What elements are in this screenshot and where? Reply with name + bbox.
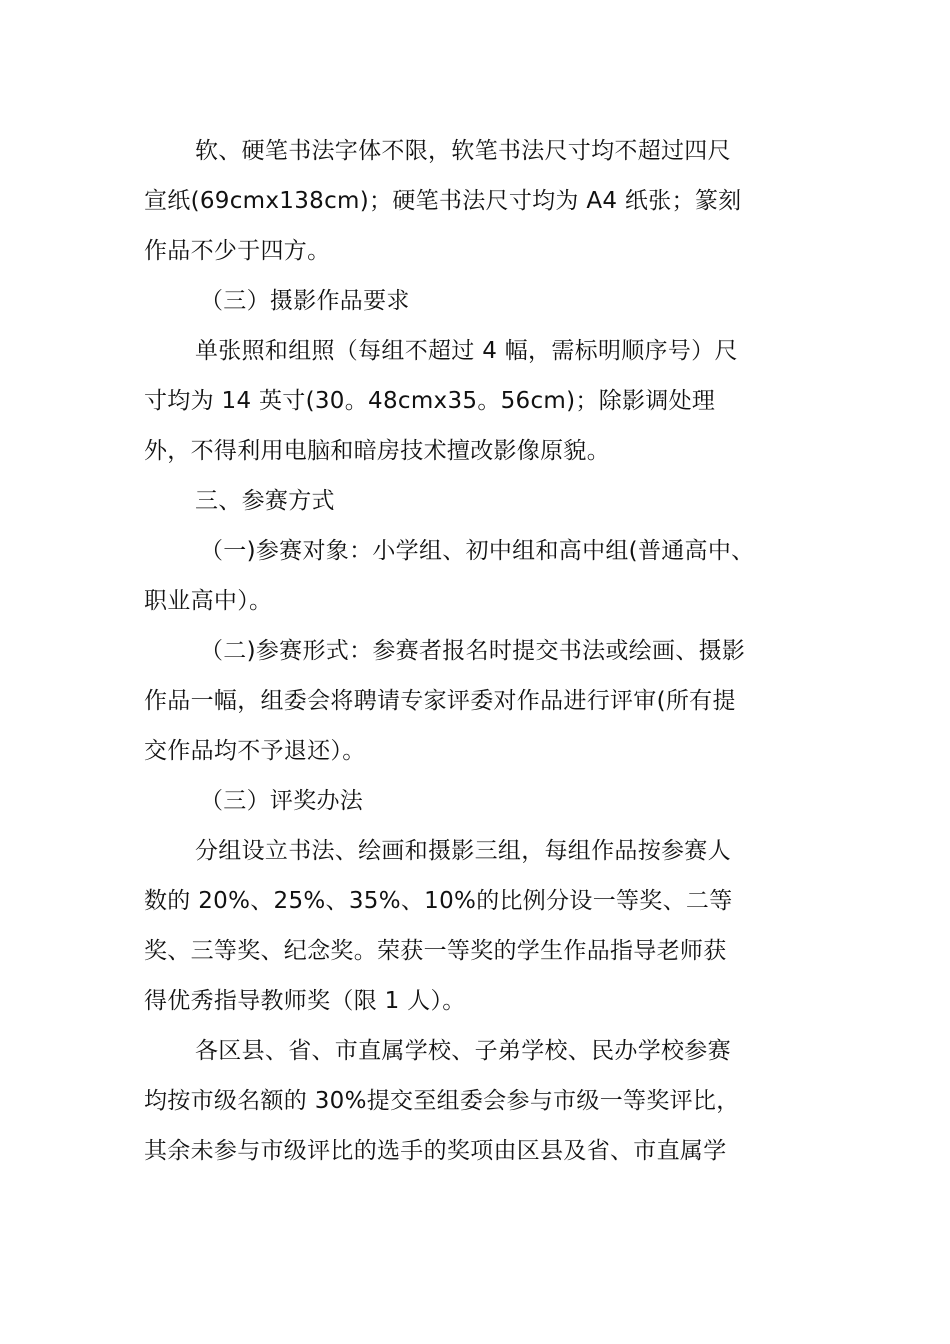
paragraph-line: 外，不得利用电脑和暗房技术擅改影像原貌。 [144,438,610,464]
paragraph-line: （二)参赛形式：参赛者报名时提交书法或绘画、摄影 [200,638,746,664]
paragraph-line: 宣纸(69cmx138cm)；硬笔书法尺寸均为 A4 纸张；篆刻 [144,188,742,214]
paragraph-line: 分组设立书法、绘画和摄影三组，每组作品按参赛人 [195,838,731,864]
paragraph-line: （一)参赛对象：小学组、初中组和高中组(普通高中、 [200,538,755,564]
paragraph-line: 单张照和组照（每组不超过 4 幅，需标明顺序号）尺 [195,338,738,364]
paragraph-line: 软、硬笔书法字体不限，软笔书法尺寸均不超过四尺 [195,138,731,164]
paragraph-line: 得优秀指导教师奖（限 1 人）。 [144,988,466,1014]
paragraph-line: 作品一幅，组委会将聘请专家评委对作品进行评审(所有提 [144,688,736,714]
paragraph-line: 数的 20%、25%、35%、10%的比例分设一等奖、二等 [144,888,733,914]
paragraph-line: 寸均为 14 英寸(30。48cmx35。56cm)；除影调处理 [144,388,716,414]
paragraph-line: 各区县、省、市直属学校、子弟学校、民办学校参赛 [195,1038,731,1064]
paragraph-line: 其余未参与市级评比的选手的奖项由区县及省、市直属学 [144,1138,727,1164]
paragraph-line: 奖、三等奖、纪念奖。荣获一等奖的学生作品指导老师获 [144,938,727,964]
paragraph-line: 交作品均不予退还）。 [144,738,366,764]
section-heading: （三）摄影作品要求 [200,288,410,314]
paragraph-line: 作品不少于四方。 [144,238,331,264]
paragraph-line: 均按市级名额的 30%提交至组委会参与市级一等奖评比， [144,1088,740,1114]
paragraph-line: 职业高中）。 [144,588,273,614]
section-heading: （三）评奖办法 [200,788,364,814]
section-heading: 三、参赛方式 [195,488,335,514]
